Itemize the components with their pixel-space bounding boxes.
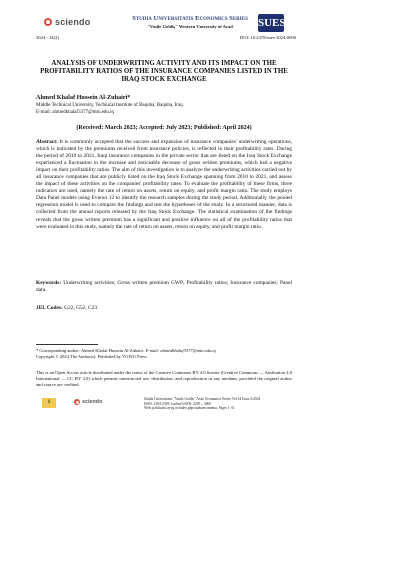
journal-header bbox=[0, 0, 400, 44]
keywords bbox=[36, 280, 292, 294]
open-access-notice: This is an Open Access article distributed under the terms of the Creative Commons BY 4.0 license (Creative Commons — Attribution 4.0 International — CC BY 4.0) which permits unrestricted use, distribution, and reproduction in any medium, provided the original author and source are credited. bbox=[36, 370, 292, 387]
sciendo-mark-icon bbox=[44, 18, 52, 26]
abstract-text: It is commonly accepted that the success and expansion of insurance companies' underwriting operations, which is indicated by the premiums received from insurance policies, is reflected in their profitability rates. During the period of 2010 to 2021, Iraqi insurance companies in the private sector that are listed on the Iraq Stock Exchange experienced a fluctuation in the increase and noticeable decrease of gross written premiums, which had a negative impact on their profitability ratios. The aim of this investigation is to analyze the underwriting activities carried out by all insurance companies that are publicly listed on the Iraq Stock Exchange spanning from 2010 to 2021, and assess the impact of these activities on the companies' profitability rates. To evaluate the profitability of these firms, three indicators are used, namely the rate of return on assets, return on equity, and profit margin ratio. The study employs Data Panel models using Eviews 12 to identify the research samples during the study period. Additionally, the pooled regression model is used to compare the findings and test the hypotheses of the study. In a structured manner, data is collected from the annual reports released by the Iraq Stock Exchange. The statistical examination of the findings reveals that the gross written premium has a significant and positive influence on all of the profitability ratios that were evaluated in this study, namely the rate of return on assets, return on equity, and profit margin ratio. bbox=[36, 139, 292, 230]
page-number-badge: 1 bbox=[42, 398, 56, 408]
abstract bbox=[36, 139, 292, 231]
author-name: Ahmed Khalaf Hussein Al-Zuhairi* bbox=[36, 94, 131, 101]
footer-logo-text: sciendo bbox=[82, 399, 103, 405]
jel-codes bbox=[36, 305, 292, 312]
keywords-text: Underwriting activities; Gross written premium GWP; Profitability ratios; Insurance companies; Panel data. bbox=[36, 280, 292, 294]
abstract-label: Abstract: bbox=[36, 139, 58, 145]
footnote-divider bbox=[36, 344, 98, 345]
jel-text: G22, G52, C23. bbox=[64, 305, 99, 311]
copyright-line: Copyright © 2024 The Author(s). Published by VGWU Press bbox=[36, 354, 147, 359]
journal-subtitle: "Vasile Goldiș" Western University of Arad bbox=[147, 24, 233, 29]
footer-line-3[interactable]: Web: publicatii.uvvg.ro/index.php/studiaeconomia. Pages 1-31 bbox=[144, 406, 235, 411]
corresponding-author-footnote bbox=[36, 348, 296, 360]
corresponding-email[interactable]: E-mail: ahmedkhalaf3377@mtu.edu.iq bbox=[145, 348, 216, 353]
footer-line-2: ISSN: 1584-2339; (online) ISSN: 2285 – 3065 bbox=[144, 401, 212, 406]
jel-label: JEL Codes: bbox=[36, 305, 63, 311]
sciendo-logo bbox=[44, 17, 90, 27]
footer-citation bbox=[144, 397, 304, 411]
footer-line-1: Studia Universitatis "Vasile Goldiș" Arad. Economics Series Vol 34 Issue 2/2024 bbox=[144, 397, 261, 401]
sues-logo: SUES bbox=[258, 14, 284, 32]
article-title: ANALYSIS OF UNDERWRITING ACTIVITY AND ITS IMPACT ON THE PROFITABILITY RATIOS OF THE INSURANCE COMPANIES LISTED IN THE IRAQ STOCK EXCHANGE bbox=[40, 60, 288, 84]
author-affiliation bbox=[36, 103, 296, 116]
footer-sciendo-mark-icon bbox=[74, 399, 80, 405]
publication-dates: (Received: March 2023; Accepted: July 2023; Published: April 2024) bbox=[76, 125, 252, 131]
page-footer bbox=[36, 396, 292, 420]
affiliation-line: Middle Technical University, Technical Institute of Baquba, Baquba, Iraq. bbox=[36, 103, 184, 108]
corresponding-prefix: * Corresponding author: Ahmed Khalaf Hussein Al-Zuhairi. bbox=[36, 348, 146, 353]
doi-label: DOI: 10.2478/sues-2024-0006 bbox=[239, 35, 296, 40]
footer-sciendo-logo bbox=[74, 399, 102, 405]
issue-label: 2024 - 34(2) bbox=[36, 35, 59, 40]
journal-title: Studia Universitatis Economics Series bbox=[132, 15, 248, 22]
sciendo-logo-text: sciendo bbox=[55, 17, 91, 27]
author-email: E-mail: ahmedkhalaf3377@mtu.edu.iq bbox=[36, 109, 115, 115]
keywords-label: Keywords: bbox=[36, 280, 62, 286]
